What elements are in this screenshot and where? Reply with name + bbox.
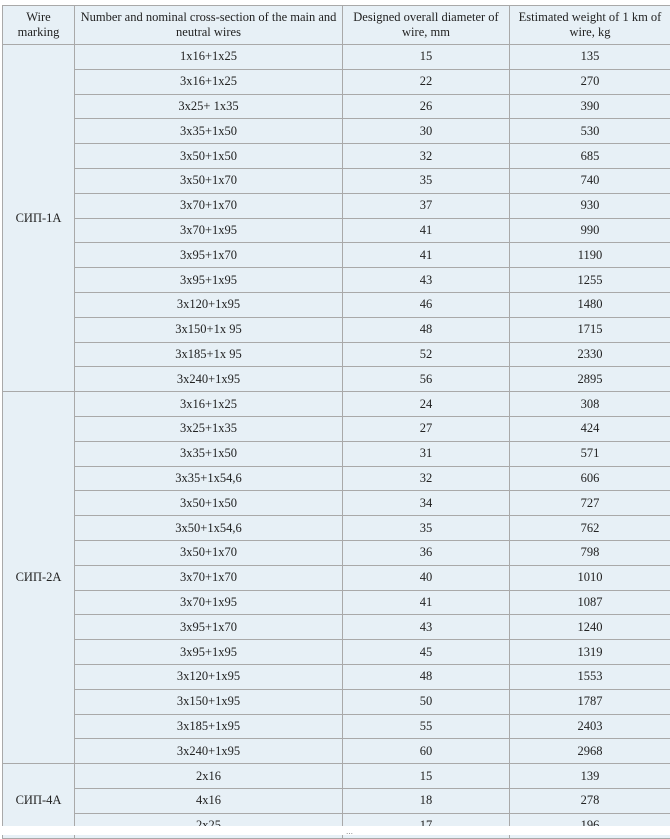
diameter-cell: 24: [343, 392, 510, 417]
weight-cell: 390: [510, 94, 670, 119]
table-row: [3, 168, 670, 193]
weight-cell: 2330: [510, 342, 670, 367]
table-row: [3, 119, 670, 144]
cross-section-cell: 3x95+1x95: [75, 640, 343, 665]
diameter-cell: 32: [343, 466, 510, 491]
diameter-cell: 56: [343, 367, 510, 392]
weight-cell: 1010: [510, 565, 670, 590]
diameter-cell: 34: [343, 491, 510, 516]
table-row: [3, 689, 670, 714]
header-cross-section: Number and nominal cross-section of the main and neutral wires: [75, 6, 343, 45]
table-row: [3, 491, 670, 516]
diameter-cell: 30: [343, 119, 510, 144]
cross-section-cell: 1x16+1x25: [75, 45, 343, 70]
weight-cell: 2895: [510, 367, 670, 392]
weight-cell: 740: [510, 168, 670, 193]
cross-section-cell: 3x35+1x54,6: [75, 466, 343, 491]
cross-section-cell: 3x70+1x95: [75, 218, 343, 243]
diameter-cell: 41: [343, 218, 510, 243]
weight-cell: 990: [510, 218, 670, 243]
table-row: [3, 466, 670, 491]
table-row: [3, 268, 670, 293]
table-row: [3, 788, 670, 813]
cross-section-cell: 3x16+1x25: [75, 392, 343, 417]
header-row: [3, 6, 670, 45]
table-row: [3, 664, 670, 689]
weight-cell: 1480: [510, 292, 670, 317]
weight-cell: 1240: [510, 615, 670, 640]
header-diameter: Designed overall diameter of wire, mm: [343, 6, 510, 45]
table-row: [3, 367, 670, 392]
table-body: [3, 45, 670, 839]
cross-section-cell: 3x50+1x70: [75, 540, 343, 565]
header-wire-marking: Wire marking: [3, 6, 75, 45]
weight-cell: 1190: [510, 243, 670, 268]
wire-marking-cell: СИП-1А: [3, 45, 75, 392]
cross-section-cell: 3x150+1x95: [75, 689, 343, 714]
table-row: [3, 714, 670, 739]
diameter-cell: 41: [343, 243, 510, 268]
diameter-cell: 18: [343, 788, 510, 813]
diameter-cell: 40: [343, 565, 510, 590]
weight-cell: 2968: [510, 739, 670, 764]
cross-section-cell: 3x25+1x35: [75, 416, 343, 441]
diameter-cell: 32: [343, 144, 510, 169]
table-row: [3, 416, 670, 441]
weight-cell: 530: [510, 119, 670, 144]
cross-section-cell: 3x70+1x70: [75, 193, 343, 218]
table-row: [3, 193, 670, 218]
cross-section-cell: 3x150+1x 95: [75, 317, 343, 342]
cross-section-cell: 3x16+1x25: [75, 69, 343, 94]
weight-cell: 278: [510, 788, 670, 813]
weight-cell: 270: [510, 69, 670, 94]
cross-section-cell: 3x50+1x50: [75, 491, 343, 516]
weight-cell: 1087: [510, 590, 670, 615]
diameter-cell: 37: [343, 193, 510, 218]
cross-section-cell: 3x120+1x95: [75, 292, 343, 317]
table-row: [3, 243, 670, 268]
diameter-cell: 36: [343, 540, 510, 565]
table-row: [3, 94, 670, 119]
diameter-cell: 26: [343, 94, 510, 119]
weight-cell: 798: [510, 540, 670, 565]
diameter-cell: 45: [343, 640, 510, 665]
page-break-mark: …: [346, 829, 353, 836]
table-row: [3, 144, 670, 169]
weight-cell: 308: [510, 392, 670, 417]
cross-section-cell: 3x95+1x70: [75, 243, 343, 268]
diameter-cell: 41: [343, 590, 510, 615]
weight-cell: 762: [510, 516, 670, 541]
table-row: [3, 69, 670, 94]
table-row: [3, 342, 670, 367]
cross-section-cell: 3x185+1x 95: [75, 342, 343, 367]
weight-cell: 1715: [510, 317, 670, 342]
diameter-cell: 31: [343, 441, 510, 466]
diameter-cell: 35: [343, 168, 510, 193]
weight-cell: 1319: [510, 640, 670, 665]
cross-section-cell: 3x70+1x70: [75, 565, 343, 590]
header-weight: Estimated weight of 1 km of wire, kg: [510, 6, 670, 45]
wire-spec-table: [2, 5, 670, 839]
table-row: [3, 764, 670, 789]
table-row: [3, 739, 670, 764]
weight-cell: 606: [510, 466, 670, 491]
cross-section-cell: 2x16: [75, 764, 343, 789]
table-row: [3, 441, 670, 466]
diameter-cell: 46: [343, 292, 510, 317]
weight-cell: 571: [510, 441, 670, 466]
diameter-cell: 43: [343, 268, 510, 293]
weight-cell: 930: [510, 193, 670, 218]
page-cutoff: [0, 826, 670, 835]
weight-cell: 2403: [510, 714, 670, 739]
diameter-cell: 15: [343, 764, 510, 789]
cross-section-cell: 3x120+1x95: [75, 664, 343, 689]
cross-section-cell: 3x50+1x54,6: [75, 516, 343, 541]
table-row: [3, 392, 670, 417]
diameter-cell: 48: [343, 664, 510, 689]
cross-section-cell: 3x25+ 1x35: [75, 94, 343, 119]
weight-cell: 139: [510, 764, 670, 789]
cross-section-cell: 4x16: [75, 788, 343, 813]
diameter-cell: 22: [343, 69, 510, 94]
table-row: [3, 615, 670, 640]
cross-section-cell: 3x95+1x70: [75, 615, 343, 640]
cross-section-cell: 3x35+1x50: [75, 441, 343, 466]
cross-section-cell: 3x240+1x95: [75, 739, 343, 764]
weight-cell: 424: [510, 416, 670, 441]
table-row: [3, 45, 670, 70]
cross-section-cell: 3x70+1x95: [75, 590, 343, 615]
diameter-cell: 43: [343, 615, 510, 640]
wire-marking-cell: СИП-4А: [3, 764, 75, 838]
cross-section-cell: 3x50+1x70: [75, 168, 343, 193]
diameter-cell: 27: [343, 416, 510, 441]
diameter-cell: 52: [343, 342, 510, 367]
table-row: [3, 516, 670, 541]
diameter-cell: 55: [343, 714, 510, 739]
table-row: [3, 317, 670, 342]
weight-cell: 1787: [510, 689, 670, 714]
cross-section-cell: 3x50+1x50: [75, 144, 343, 169]
weight-cell: 727: [510, 491, 670, 516]
diameter-cell: 15: [343, 45, 510, 70]
table-row: [3, 565, 670, 590]
wire-marking-cell: СИП-2А: [3, 392, 75, 764]
table-row: [3, 292, 670, 317]
weight-cell: 685: [510, 144, 670, 169]
table-row: [3, 540, 670, 565]
diameter-cell: 50: [343, 689, 510, 714]
table-row: [3, 640, 670, 665]
cross-section-cell: 3x240+1x95: [75, 367, 343, 392]
table-row: [3, 218, 670, 243]
weight-cell: 1553: [510, 664, 670, 689]
cross-section-cell: 3x95+1x95: [75, 268, 343, 293]
cross-section-cell: 3x35+1x50: [75, 119, 343, 144]
diameter-cell: 60: [343, 739, 510, 764]
diameter-cell: 35: [343, 516, 510, 541]
weight-cell: 135: [510, 45, 670, 70]
table-row: [3, 590, 670, 615]
cross-section-cell: 3x185+1x95: [75, 714, 343, 739]
diameter-cell: 48: [343, 317, 510, 342]
weight-cell: 1255: [510, 268, 670, 293]
